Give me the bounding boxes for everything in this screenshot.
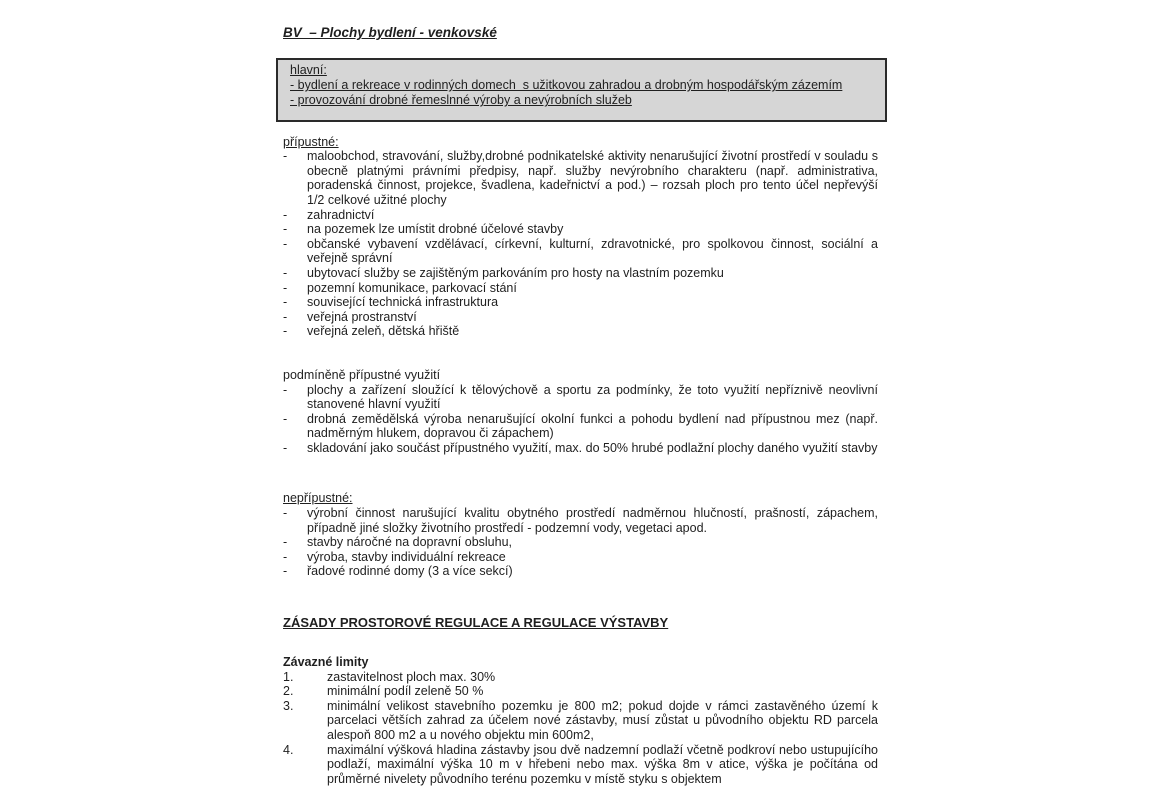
list-item-text: zahradnictví: [307, 207, 375, 222]
list-item: [283, 266, 878, 281]
list-item: [283, 670, 878, 685]
list-item-text: maximální výšková hladina zástavby jsou dvě nadzemní podlaží včetně podkroví nebo ustupujícího podlaží, maximální výška 10 m v hřebeni nebo max. výška 8m v atice, výška je počítána od průměrné nivelety původního terénu pozemku v místě styku s objektem: [327, 742, 878, 786]
list-item-text: související technická infrastruktura: [307, 295, 499, 310]
section-conditionally-permissible-heading: podmíněně přípustné využití: [283, 367, 441, 382]
list-item-text: minimální velikost stavebního pozemku je 800 m2; pokud dojde v rámci zastavěného území k parcelaci větších zahrad za účelem nové zástavby, musí zůstat u původního objektu RD parcela alespoň 800 m2 a u nového objektu min 600m2,: [327, 698, 878, 743]
document-content: [283, 24, 878, 786]
section-impermissible: [283, 491, 878, 579]
bullet-dash: -: [283, 324, 288, 339]
list-item-text: drobná zemědělská výroba nenarušující okolní funkci a pohodu bydlení nad přípustnou mez (např. nadměrným hlukem, dopravou či zápachem): [307, 411, 878, 441]
main-use-box-heading-text: hlavní:: [290, 63, 327, 77]
list-item: [283, 412, 878, 441]
main-use-box-items: [290, 78, 877, 108]
list-item-text: veřejná prostranství: [307, 309, 417, 324]
list-item-number: 4.: [283, 742, 294, 757]
bullet-dash: -: [283, 564, 288, 579]
bullet-dash: -: [283, 236, 288, 251]
list-item: [283, 535, 878, 550]
list-item: [283, 506, 878, 535]
bullet-dash: -: [283, 506, 288, 521]
bullet-dash: -: [283, 265, 288, 280]
list-item-text: minimální podíl zeleně 50 %: [327, 684, 484, 699]
section-conditionally-permissible: [283, 368, 878, 456]
section-impermissible-list: [283, 506, 878, 579]
list-item: [283, 684, 878, 699]
binding-limits-subheading: Závazné limity: [283, 655, 369, 670]
list-item: [283, 149, 878, 207]
binding-limits-list: [283, 670, 878, 787]
main-use-box: [276, 58, 887, 122]
bullet-dash: -: [283, 382, 288, 397]
list-item: [283, 310, 878, 325]
list-item: [283, 383, 878, 412]
section-permissible-list: [283, 149, 878, 339]
bullet-dash: -: [283, 309, 288, 324]
bullet-dash: -: [283, 222, 288, 237]
list-item-text: na pozemek lze umístit drobné účelové stavby: [307, 222, 564, 237]
list-item: [283, 564, 878, 579]
list-item-text: pozemní komunikace, parkovací stání: [307, 280, 517, 295]
bullet-dash: -: [283, 207, 288, 222]
box-item-text: - bydlení a rekreace v rodinných domech s užitkovou zahradou a drobným hospodářským zázemím: [290, 78, 843, 93]
section-impermissible-heading: nepřípustné:: [283, 491, 353, 506]
list-item: [283, 237, 878, 266]
list-item: [283, 222, 878, 237]
main-use-box-heading: [290, 63, 877, 78]
box-item: [290, 93, 877, 108]
section-conditionally-permissible-list: [283, 383, 878, 456]
box-item-text: - provozování drobné řemeslnné výroby a nevýrobních služeb: [290, 93, 632, 108]
list-item-number: 3.: [283, 698, 294, 713]
list-item-number: 1.: [283, 669, 294, 684]
list-item-text: plochy a zařízení sloužící k tělovýchově a sportu za podmínky, že toto využití nepříznivě neovlivní stanovené hlavní využití: [307, 382, 878, 412]
section-permissible-heading: přípustné:: [283, 134, 339, 149]
list-item: [283, 324, 878, 339]
list-item-text: řadové rodinné domy (3 a více sekcí): [307, 564, 513, 579]
list-item: [283, 295, 878, 310]
list-item-text: občanské vybavení vzdělávací, církevní, kulturní, zdravotnické, pro spolkovou činnost, sociální a veřejně správní: [307, 236, 878, 266]
list-item-text: výroba, stavby individuální rekreace: [307, 549, 506, 564]
list-item-text: stavby náročné na dopravní obsluhu,: [307, 535, 512, 550]
section-permissible: [283, 135, 878, 339]
bullet-dash: -: [283, 549, 288, 564]
list-item: [283, 441, 878, 456]
bullet-dash: -: [283, 411, 288, 426]
bullet-dash: -: [283, 149, 288, 164]
list-item-number: 2.: [283, 684, 294, 699]
list-item: [283, 743, 878, 787]
box-item: [290, 78, 877, 93]
list-item: [283, 699, 878, 743]
list-item-text: skladování jako součást přípustného využití, max. do 50% hrubé podlažní plochy daného využití stavby: [307, 440, 878, 455]
list-item-text: výrobní činnost narušující kvalitu obytného prostředí nadměrnou hlučností, prašností, zápachem, případně jiné složky životního prostředí - podzemní vody, vegetaci apod.: [307, 506, 878, 535]
list-item-text: veřejná zeleň, dětská hřiště: [307, 324, 460, 339]
bullet-dash: -: [283, 535, 288, 550]
page-title: BV – Plochy bydlení - venkovské: [283, 25, 497, 40]
regulation-heading: ZÁSADY PROSTOROVÉ REGULACE A REGULACE VÝSTAVBY: [283, 615, 669, 631]
list-item-text: maloobchod, stravování, služby,drobné podnikatelské aktivity nenarušující životní prostředí v souladu s obecně platnými právními předpisy, např. služby nevýrobního charakteru (např. administrativa, poradenská činnost, projekce, švadlena, kadeřnictví a pod.) – rozsah ploch pro tento účel nepřevýší 1/2 celkové užitné plochy: [307, 149, 878, 207]
list-item: [283, 208, 878, 223]
bullet-dash: -: [283, 295, 288, 310]
bullet-dash: -: [283, 280, 288, 295]
list-item-text: zastavitelnost ploch max. 30%: [327, 669, 496, 684]
list-item-text: ubytovací služby se zajištěným parkováním pro hosty na vlastním pozemku: [307, 265, 724, 280]
bullet-dash: -: [283, 440, 288, 455]
list-item: [283, 281, 878, 296]
list-item: [283, 550, 878, 565]
